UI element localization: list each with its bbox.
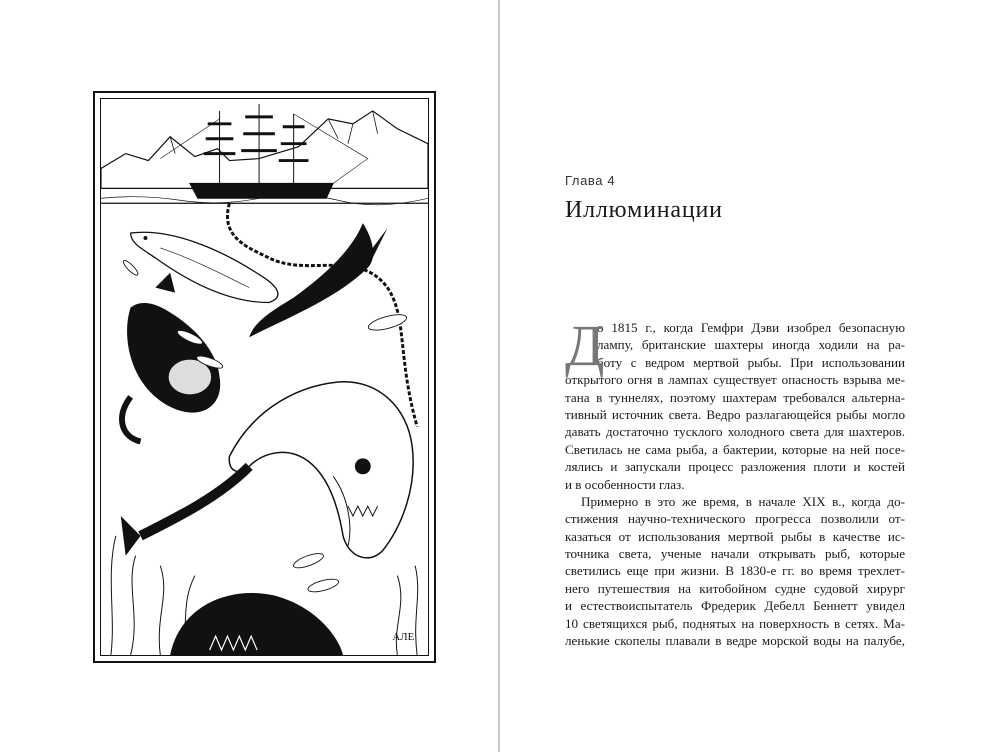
bottom-monster xyxy=(170,593,343,655)
paragraph-1 xyxy=(565,313,905,493)
illustration-frame xyxy=(93,91,436,663)
text-line: лялись и запускали процесс разложения плоти и костей xyxy=(565,459,905,475)
text-line: тивный источник света. Ведро разлагающейся рыбы могло xyxy=(565,406,905,422)
text-line: тана в туннелях, поэтому шахтерам требовался альтерна- xyxy=(565,389,905,405)
text-line: и естествоиспытатель Фредерик Дебелл Беннетт увидел xyxy=(565,598,905,614)
text-line: боту с ведром мертвой рыбы. При использовании xyxy=(597,354,905,370)
text-line: лампу, британские шахтеры иногда ходили на ра- xyxy=(597,337,905,353)
text-line: о 1815 г., когда Гемфри Дэви изобрел безопасную xyxy=(597,320,905,335)
text-line: и в особенности глаз. xyxy=(565,476,685,492)
text-line: него путешествия на китобойном судне судовой хирург xyxy=(565,580,905,596)
artist-signature: АЛЕ xyxy=(392,631,415,644)
text-line: открытого огня в лампах существует опасность взрыва ме- xyxy=(565,372,905,388)
text-line: казаться от использования мертвой рыбы в качестве ис- xyxy=(565,528,905,544)
shark-left xyxy=(131,232,278,302)
text-line: стижения научно-технического прогресса позволили от- xyxy=(565,511,905,527)
text-line: Примерно в это же время, в начале XIX в., когда до- xyxy=(581,493,905,509)
paragraph-2 xyxy=(565,493,905,650)
dark-fish xyxy=(249,223,387,337)
deep-sea-illustration xyxy=(100,98,429,656)
text-line: давать достаточно тусклого холодного света для шахтеров. xyxy=(565,424,905,440)
illustration-drawing xyxy=(101,99,428,655)
drop-cap: Д xyxy=(565,313,605,378)
text-line: светились еще при жизни. В 1830-е гг. во время трехлет- xyxy=(565,563,905,579)
text-line: точника света, ученые начали открывать рыб, которые xyxy=(565,546,905,562)
text-line: ленькие скопелы плавали в ведре морской воды на палубе, xyxy=(565,633,905,649)
chapter-label: Глава 4 xyxy=(565,173,616,188)
left-page xyxy=(0,0,499,752)
text-line: 10 светящихся рыб, поднятых на поверхность в сетях. Ма- xyxy=(565,615,905,631)
viperfish xyxy=(121,382,413,558)
chapter-body-text xyxy=(565,313,905,649)
chapter-title: Иллюминации xyxy=(565,197,723,223)
text-line: Светилась не сама рыба, а бактерии, которые на ней посе- xyxy=(565,441,905,457)
